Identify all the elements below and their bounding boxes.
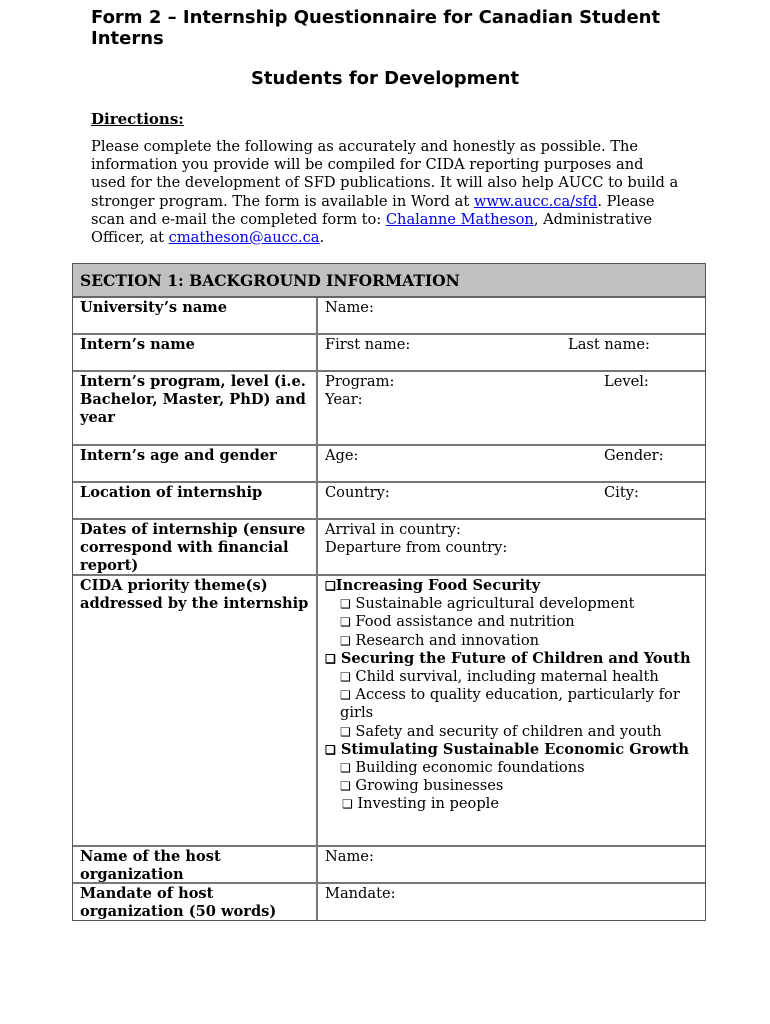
row-label: Dates of internship (ensure correspond with financial report) (80, 521, 306, 575)
intern-age-gender-field[interactable] (316, 446, 705, 481)
field-label: City: (604, 484, 639, 501)
row-label: Location of internship (80, 484, 263, 501)
field-label: Arrival in country: (325, 521, 461, 538)
checkbox-icon[interactable]: ❑ (340, 670, 351, 685)
table-row (73, 847, 705, 884)
checkbox-icon[interactable]: ❑ (340, 633, 351, 648)
directions-text-part: . Please scan and e-mail the completed form to: (91, 192, 655, 228)
themes-cell (316, 576, 705, 845)
option-label: Food assistance and nutrition (355, 613, 575, 631)
field-label: Program: (325, 373, 395, 390)
field-label: Name: (325, 299, 374, 316)
checkbox-icon[interactable]: ❑ (325, 651, 336, 666)
option-checkbox[interactable] (325, 723, 697, 741)
option-label: Building economic foundations (355, 759, 585, 777)
field-label: Name: (325, 848, 374, 865)
field-label: Mandate: (325, 885, 396, 902)
option-label: Sustainable agricultural development (355, 595, 635, 613)
row-label: Intern’s name (80, 336, 195, 353)
theme-title: Increasing Food Security (335, 577, 541, 594)
theme-title: Securing the Future of Children and Youth (340, 649, 691, 667)
option-checkbox[interactable] (325, 686, 697, 722)
row-label: Intern’s age and gender (80, 447, 277, 464)
table-row (73, 483, 705, 520)
table-row (73, 520, 705, 576)
theme-checkbox[interactable] (325, 577, 697, 595)
contact-name-link[interactable]: Chalanne Matheson (385, 210, 534, 228)
option-checkbox[interactable] (325, 795, 697, 813)
checkbox-icon[interactable]: ❑ (340, 688, 351, 703)
row-label: University’s name (80, 299, 228, 316)
option-label: Investing in people (357, 795, 499, 813)
theme-checkbox[interactable] (325, 741, 697, 759)
field-label: First name: (325, 336, 411, 353)
checkbox-icon[interactable]: ❑ (340, 779, 351, 794)
checkbox-icon[interactable]: ❑ (340, 724, 351, 739)
directions-text-part: , Administrative Officer, at (91, 210, 652, 247)
field-label: Gender: (604, 447, 664, 464)
table-row (73, 298, 705, 335)
checkbox-icon[interactable]: ❑ (325, 742, 336, 757)
background-info-table (72, 263, 706, 921)
intern-program-field[interactable] (316, 372, 705, 444)
theme-checkbox[interactable] (325, 650, 697, 668)
field-label: Last name: (568, 336, 650, 353)
directions-text (91, 138, 681, 247)
form-title: Form 2 – Internship Questionnaire for Canadian Student Interns (91, 7, 661, 49)
section-header: SECTION 1: BACKGROUND INFORMATION (73, 264, 705, 298)
checkbox-icon[interactable]: ❑ (340, 615, 351, 630)
checkbox-icon[interactable]: ❑ (325, 579, 336, 593)
field-label: Year: (325, 391, 363, 409)
table-row (73, 576, 705, 847)
dates-field[interactable] (316, 520, 705, 574)
option-label: Research and innovation (355, 631, 540, 649)
directions-text-part: Please complete the following as accurately and honestly as possible. The information you provide will be compiled for CIDA reporting purposes and used for the development of SFD publications. It will also help AUCC to build a stronger program. The form is available in Word at (91, 138, 679, 210)
table-row (73, 372, 705, 446)
option-checkbox[interactable] (325, 777, 697, 795)
row-label: CIDA priority theme(s) addressed by the internship (80, 577, 309, 613)
field-label: Age: (325, 447, 359, 464)
option-checkbox[interactable] (325, 595, 697, 613)
contact-email-link[interactable]: cmatheson@aucc.ca (168, 229, 320, 247)
sfd-website-link[interactable]: www.aucc.ca/sfd (473, 192, 598, 210)
field-label: Level: (604, 373, 649, 390)
option-checkbox[interactable] (325, 632, 697, 650)
row-label: Name of the host organization (80, 848, 221, 884)
option-checkbox[interactable] (325, 668, 697, 686)
theme-title: Stimulating Sustainable Economic Growth (340, 740, 690, 758)
option-label: Access to quality education, particularly for girls (340, 686, 680, 722)
host-org-name-field[interactable] (316, 847, 705, 882)
table-row (73, 335, 705, 372)
directions-text-part: . (319, 229, 325, 247)
checkbox-icon[interactable]: ❑ (342, 797, 353, 812)
table-row (73, 446, 705, 483)
host-org-mandate-field[interactable] (316, 884, 705, 920)
row-label: Mandate of host organization (50 words) (80, 885, 277, 921)
option-checkbox[interactable] (325, 613, 697, 631)
field-label: Departure from country: (325, 539, 508, 557)
intern-name-field[interactable] (316, 335, 705, 370)
checkbox-icon[interactable]: ❑ (340, 597, 351, 612)
option-checkbox[interactable] (325, 759, 697, 777)
table-row (73, 884, 705, 920)
field-label: Country: (325, 484, 390, 501)
row-label: Intern’s program, level (i.e. Bachelor, Master, PhD) and year (80, 373, 306, 427)
location-field[interactable] (316, 483, 705, 518)
option-label: Child survival, including maternal health (355, 668, 659, 686)
option-label: Growing businesses (355, 777, 504, 795)
university-name-field[interactable] (316, 298, 705, 333)
form-subtitle: Students for Development (250, 68, 520, 89)
directions-heading: Directions: (91, 110, 184, 128)
option-label: Safety and security of children and youth (355, 722, 662, 740)
checkbox-icon[interactable]: ❑ (340, 761, 351, 776)
